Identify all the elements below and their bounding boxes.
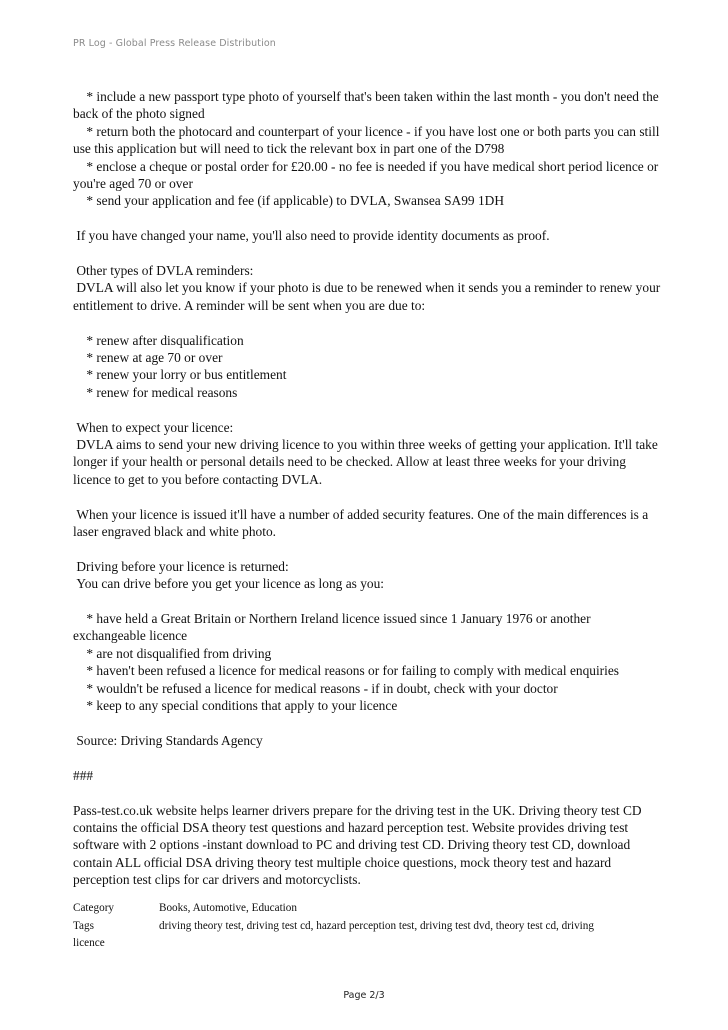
renewal-item: * enclose a cheque or postal order for £20.00 - no fee is needed if you have medical short period licence or you're aged 70 or over <box>73 158 662 192</box>
reminder-item: * renew for medical reasons <box>73 384 238 400</box>
reminders-intro: DVLA will also let you know if your photo is due to be renewed when it sends you a reminder to renew your entitlement to drive. A reminder will be sent when you are due to: <box>73 280 664 313</box>
expect-paragraph: DVLA aims to send your new driving licence to you within three weeks of getting your application. It'll take longer if your health or personal details need to be checked. Allow at least three weeks for your driving licence to get to you before contacting DVLA. <box>73 437 662 487</box>
category-label: Category <box>73 902 115 914</box>
renewal-item: * return both the photocard and counterpart of your licence - if you have lost one or both parts you can still use this application but will need to tick the relevant box in part one of the D798 <box>73 123 663 157</box>
category-value: Books, Automotive, Education <box>159 902 297 914</box>
name-change-paragraph: If you have changed your name, you'll also need to provide identity documents as proof. <box>73 228 550 244</box>
driving-item: * haven't been refused a licence for medical reasons or for failing to comply with medical enquiries <box>73 663 620 679</box>
tags-label: Tags <box>73 919 94 932</box>
page-header: PR Log - Global Press Release Distribution <box>73 38 276 49</box>
separator: ### <box>73 767 94 783</box>
renewal-item: * send your application and fee (if applicable) to DVLA, Swansea SA99 1DH <box>73 193 504 209</box>
article-body <box>73 88 663 889</box>
tags-row <box>73 918 663 936</box>
meta-table <box>73 900 663 953</box>
reminder-item: * renew after disqualification <box>73 332 244 348</box>
driving-item: * have held a Great Britain or Northern Ireland licence issued since 1 January 1976 or another exchangeable licence <box>73 611 594 644</box>
driving-heading: Driving before your licence is returned: <box>73 558 289 574</box>
security-paragraph: When your licence is issued it'll have a number of added security features. One of the main differences is a laser engraved black and white photo. <box>73 506 652 540</box>
driving-item: * keep to any special conditions that apply to your licence <box>73 698 398 714</box>
driving-item: * wouldn't be refused a licence for medical reasons - if in doubt, check with your doctor <box>73 680 558 696</box>
reminders-heading: Other types of DVLA reminders: <box>73 263 254 279</box>
driving-intro: You can drive before you get your licence as long as you: <box>73 576 385 592</box>
tags-continuation: licence <box>73 937 105 949</box>
reminder-item: * renew at age 70 or over <box>73 350 223 366</box>
tags-value: driving theory test, driving test cd, hazard perception test, driving test dvd, theory test cd, driving <box>159 919 594 932</box>
renewal-item: * include a new passport type photo of yourself that's been taken within the last month - you don't need the back of the photo signed <box>73 89 663 122</box>
driving-item: * are not disqualified from driving <box>73 645 272 661</box>
category-row <box>73 900 663 918</box>
page-number: Page 2/3 <box>343 990 385 1001</box>
source-line: Source: Driving Standards Agency <box>73 732 263 748</box>
expect-heading: When to expect your licence: <box>73 419 234 435</box>
reminder-item: * renew your lorry or bus entitlement <box>73 367 287 383</box>
about-paragraph: Pass-test.co.uk website helps learner drivers prepare for the driving test in the UK. Driving theory test CD contains the official DSA theory test questions and hazard perception test. Website provides driving test software with 2 options -instant download to PC and driving test CD. Driving theory test CD, download contain ALL official DSA driving theory test multiple choice questions, mock theory test and hazard perception test clips for car drivers and motorcyclists. <box>73 802 645 888</box>
